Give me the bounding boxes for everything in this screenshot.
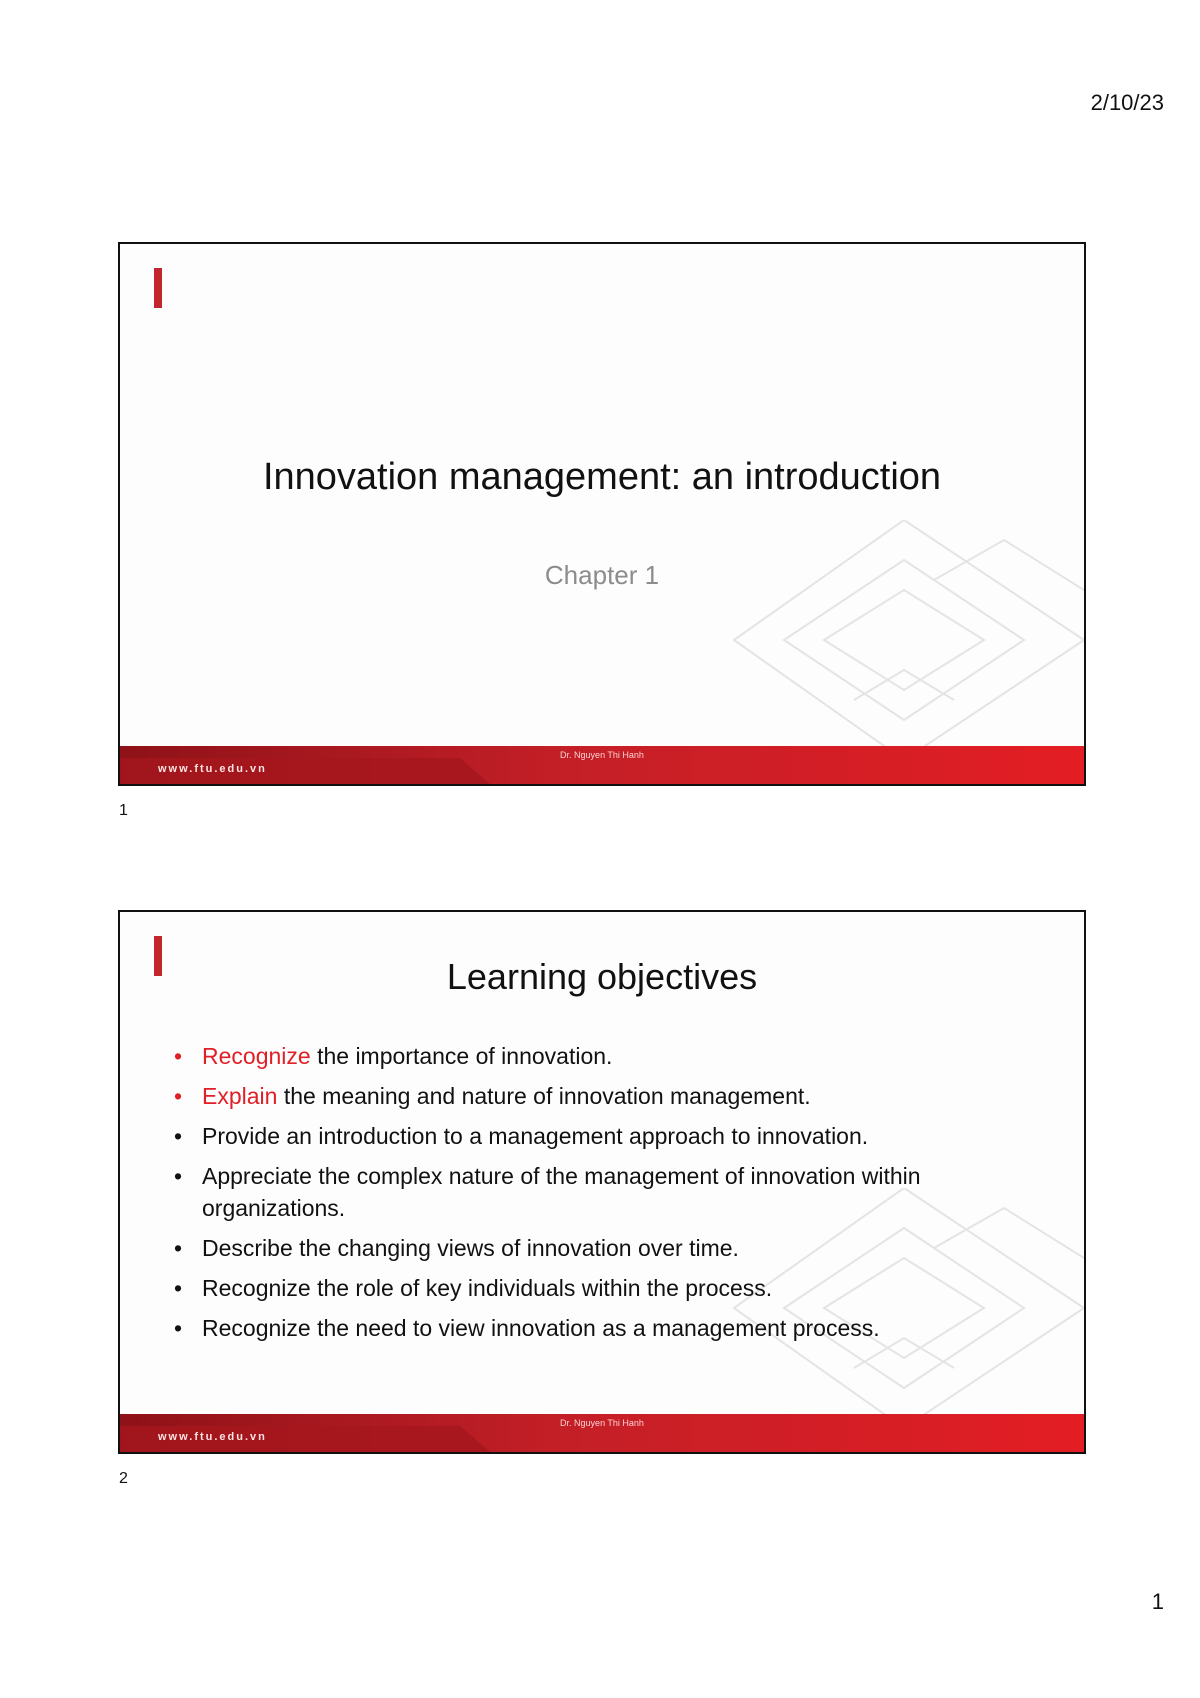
footer-author: Dr. Nguyen Thi Hanh: [560, 1418, 644, 1428]
slide-footer: [120, 1414, 1084, 1452]
objective-text: Recognize the role of key individuals within the process.: [202, 1275, 773, 1301]
slide-footer: [120, 746, 1084, 784]
objective-keyword: Recognize: [202, 1043, 311, 1069]
slide-2: [118, 910, 1086, 1454]
list-item: • Recognize the need to view innovation as a management process.: [174, 1315, 880, 1341]
objective-text: Provide an introduction to a management approach to innovation.: [202, 1123, 869, 1149]
slide-title: Innovation management: an introduction: [262, 456, 942, 498]
objectives-list: [170, 1040, 1030, 1352]
objective-text: the meaning and nature of innovation management.: [277, 1083, 811, 1109]
watermark-logo-icon: [704, 520, 1084, 750]
list-item: • Recognize the importance of innovation.: [174, 1043, 613, 1069]
page-date: 2/10/23: [1090, 90, 1164, 115]
footer-author: Dr. Nguyen Thi Hanh: [560, 750, 644, 760]
list-item: • Describe the changing views of innovation over time.: [174, 1235, 739, 1261]
footer-url: www.ftu.edu.vn: [158, 763, 267, 775]
slide-accent-bar: [154, 268, 162, 308]
objective-text: Describe the changing views of innovation over time.: [202, 1235, 739, 1261]
slide-number: 2: [119, 1470, 128, 1487]
slide-subtitle: Chapter 1: [544, 560, 660, 590]
objective-text: Appreciate the complex nature of the management of innovation within organizations.: [202, 1163, 921, 1221]
list-item: • Recognize the role of key individuals within the process.: [174, 1275, 773, 1301]
objective-text: the importance of innovation.: [310, 1043, 613, 1069]
slide-number: 1: [119, 802, 128, 819]
slide-1: [118, 242, 1086, 786]
objective-text: Recognize the need to view innovation as a management process.: [202, 1315, 880, 1341]
objective-keyword: Explain: [202, 1083, 278, 1109]
footer-url: www.ftu.edu.vn: [158, 1431, 267, 1443]
slide-title: Learning objectives: [446, 956, 758, 997]
list-item: • Provide an introduction to a management approach to innovation.: [174, 1123, 869, 1149]
page-number: 1: [1151, 1589, 1164, 1614]
list-item: • Appreciate the complex nature of the management of innovation within organizations.: [174, 1163, 921, 1221]
list-item: • Explain the meaning and nature of innovation management.: [174, 1083, 811, 1109]
